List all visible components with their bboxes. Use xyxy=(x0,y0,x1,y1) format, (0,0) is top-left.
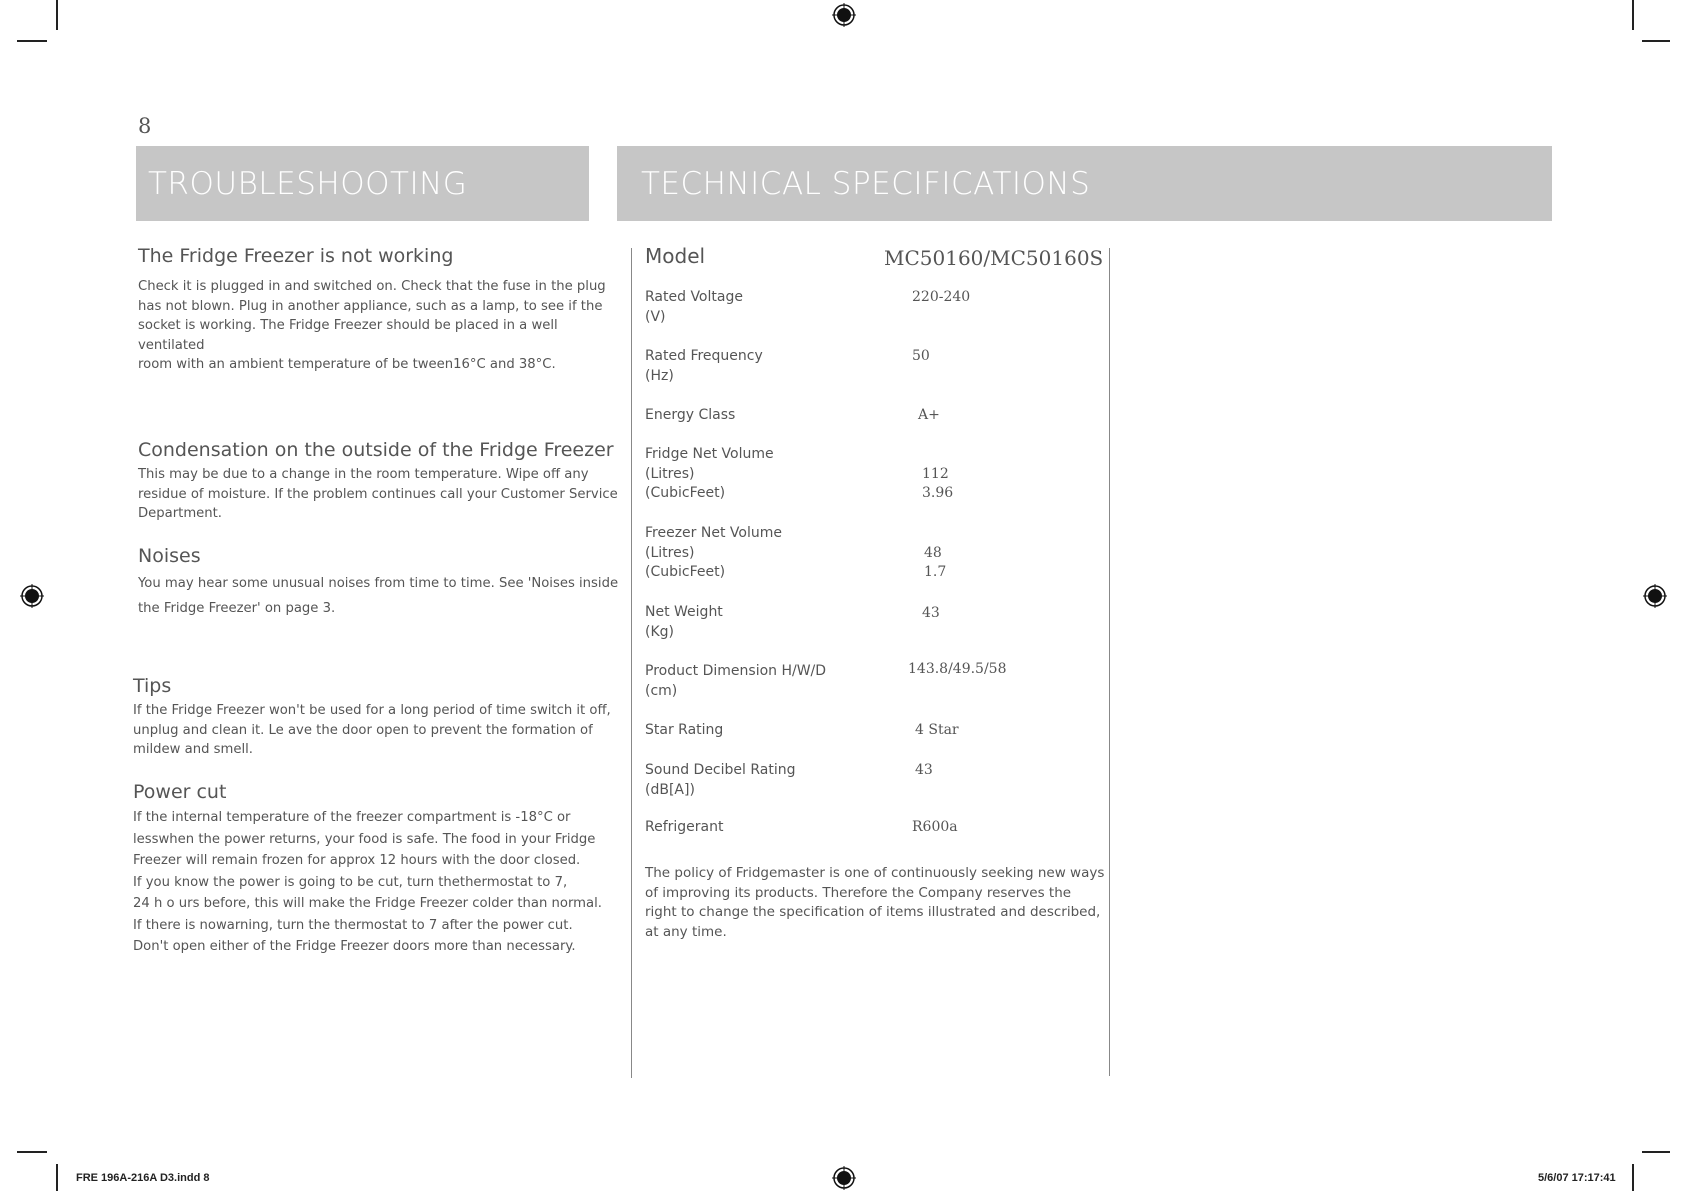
crop-mark xyxy=(1632,1164,1634,1191)
spec-value-energy-class: A+ xyxy=(918,407,940,423)
spec-value-rated-frequency: 50 xyxy=(912,348,930,364)
spec-label-energy-class: Energy Class xyxy=(645,407,736,423)
page-number: 8 xyxy=(138,114,152,138)
troubleshooting-section-noises xyxy=(138,545,628,621)
spec-label-fridge-volume: Fridge Net Volume (Litres) (CubicFeet) xyxy=(645,446,774,501)
registration-mark-icon xyxy=(20,584,44,608)
troubleshooting-section-not-working xyxy=(138,245,628,375)
spec-label-product-dimension: Product Dimension H/W/D (cm) xyxy=(645,663,827,699)
spec-label-refrigerant: Refrigerant xyxy=(645,819,724,835)
section-heading: The Fridge Freezer is not working xyxy=(138,245,454,267)
spec-label-net-weight: Net Weight (Kg) xyxy=(645,604,723,640)
crop-mark xyxy=(17,1151,47,1153)
column-divider xyxy=(1109,248,1110,1076)
crop-mark xyxy=(1632,0,1634,30)
spec-value-star-rating: 4 Star xyxy=(915,722,959,738)
section-heading: Condensation on the outside of the Fridge Freezer xyxy=(138,439,614,461)
registration-mark-icon xyxy=(832,3,856,27)
column-divider xyxy=(631,248,632,1078)
spec-value-refrigerant: R600a xyxy=(912,819,958,835)
section-body: You may hear some unusual noises from time to time. See 'Noises inside the Fridge Freezer' on page 3. xyxy=(138,576,619,616)
spec-label-star-rating: Star Rating xyxy=(645,722,724,738)
spec-value-sound-rating: 43 xyxy=(915,762,933,778)
spec-label-freezer-volume: Freezer Net Volume (Litres) (CubicFeet) xyxy=(645,525,782,580)
section-heading: Power cut xyxy=(133,781,227,803)
registration-mark-icon xyxy=(1643,584,1667,608)
crop-mark xyxy=(56,1164,58,1191)
troubleshooting-section-condensation xyxy=(138,439,628,524)
spec-label-rated-frequency: Rated Frequency (Hz) xyxy=(645,348,763,384)
section-body: Check it is plugged in and switched on. Check that the fuse in the plug has not blown. Plug in another appliance, such as a lamp, to see if the socket is working. The Fridge Freezer should be placed in a well ventilated room with an ambient temperature of be tween16°C and 38°C. xyxy=(138,279,606,372)
model-value: MC50160/MC50160S xyxy=(884,246,1104,270)
footer-file-name: FRE 196A-216A D3.indd 8 xyxy=(76,1172,210,1184)
troubleshooting-section-power-cut xyxy=(133,781,633,958)
model-label: Model xyxy=(645,244,706,268)
crop-mark xyxy=(17,40,47,42)
section-body: If the Fridge Freezer won't be used for a long period of time switch it off, unplug and clean it. Le ave the door open to prevent the formation of mildew and smell. xyxy=(133,703,611,757)
section-body: This may be due to a change in the room temperature. Wipe off any residue of moisture. If the problem continues call your Customer Service Department. xyxy=(138,467,618,521)
crop-mark xyxy=(56,0,58,30)
spec-label-rated-voltage: Rated Voltage (V) xyxy=(645,289,743,325)
troubleshooting-banner xyxy=(136,146,589,221)
spec-value-freezer-volume: 48 1.7 xyxy=(924,544,947,580)
registration-mark-icon xyxy=(832,1166,856,1190)
specifications-title: TECHNICAL SPECIFICATIONS xyxy=(641,165,1091,202)
section-heading: Noises xyxy=(138,545,201,567)
policy-statement: The policy of Fridgemaster is one of continuously seeking new ways of improving its products. Therefore the Company reserves the right to change the specification of items illustrated and described, at any time. xyxy=(645,865,1105,940)
section-body: If the internal temperature of the freezer compartment is -18°C or lesswhen the power returns, your food is safe. The food in your Fridge Freezer will remain frozen for approx 12 hours with the door closed. If you know the power is going to be cut, turn thethermostat to 7, 24 h o urs before, this will make the Fridge Freezer colder than normal. If there is nowarning, turn the thermostat to 7 after the power cut. Don't open either of the Fridge Freezer doors more than necessary. xyxy=(133,810,602,954)
footer-timestamp: 5/6/07 17:17:41 xyxy=(1538,1172,1616,1184)
crop-mark xyxy=(1642,40,1670,42)
troubleshooting-section-tips xyxy=(133,675,633,760)
spec-value-rated-voltage: 220-240 xyxy=(912,289,971,305)
section-heading: Tips xyxy=(133,675,172,697)
spec-label-sound-rating: Sound Decibel Rating (dB[A]) xyxy=(645,762,796,798)
spec-value-fridge-volume: 112 3.96 xyxy=(922,465,954,501)
spec-value-product-dimension: 143.8/49.5/58 xyxy=(908,661,1007,677)
spec-value-net-weight: 43 xyxy=(922,605,940,621)
troubleshooting-title: TROUBLESHOOTING xyxy=(148,165,468,202)
crop-mark xyxy=(1642,1151,1670,1153)
specifications-banner xyxy=(617,146,1552,221)
